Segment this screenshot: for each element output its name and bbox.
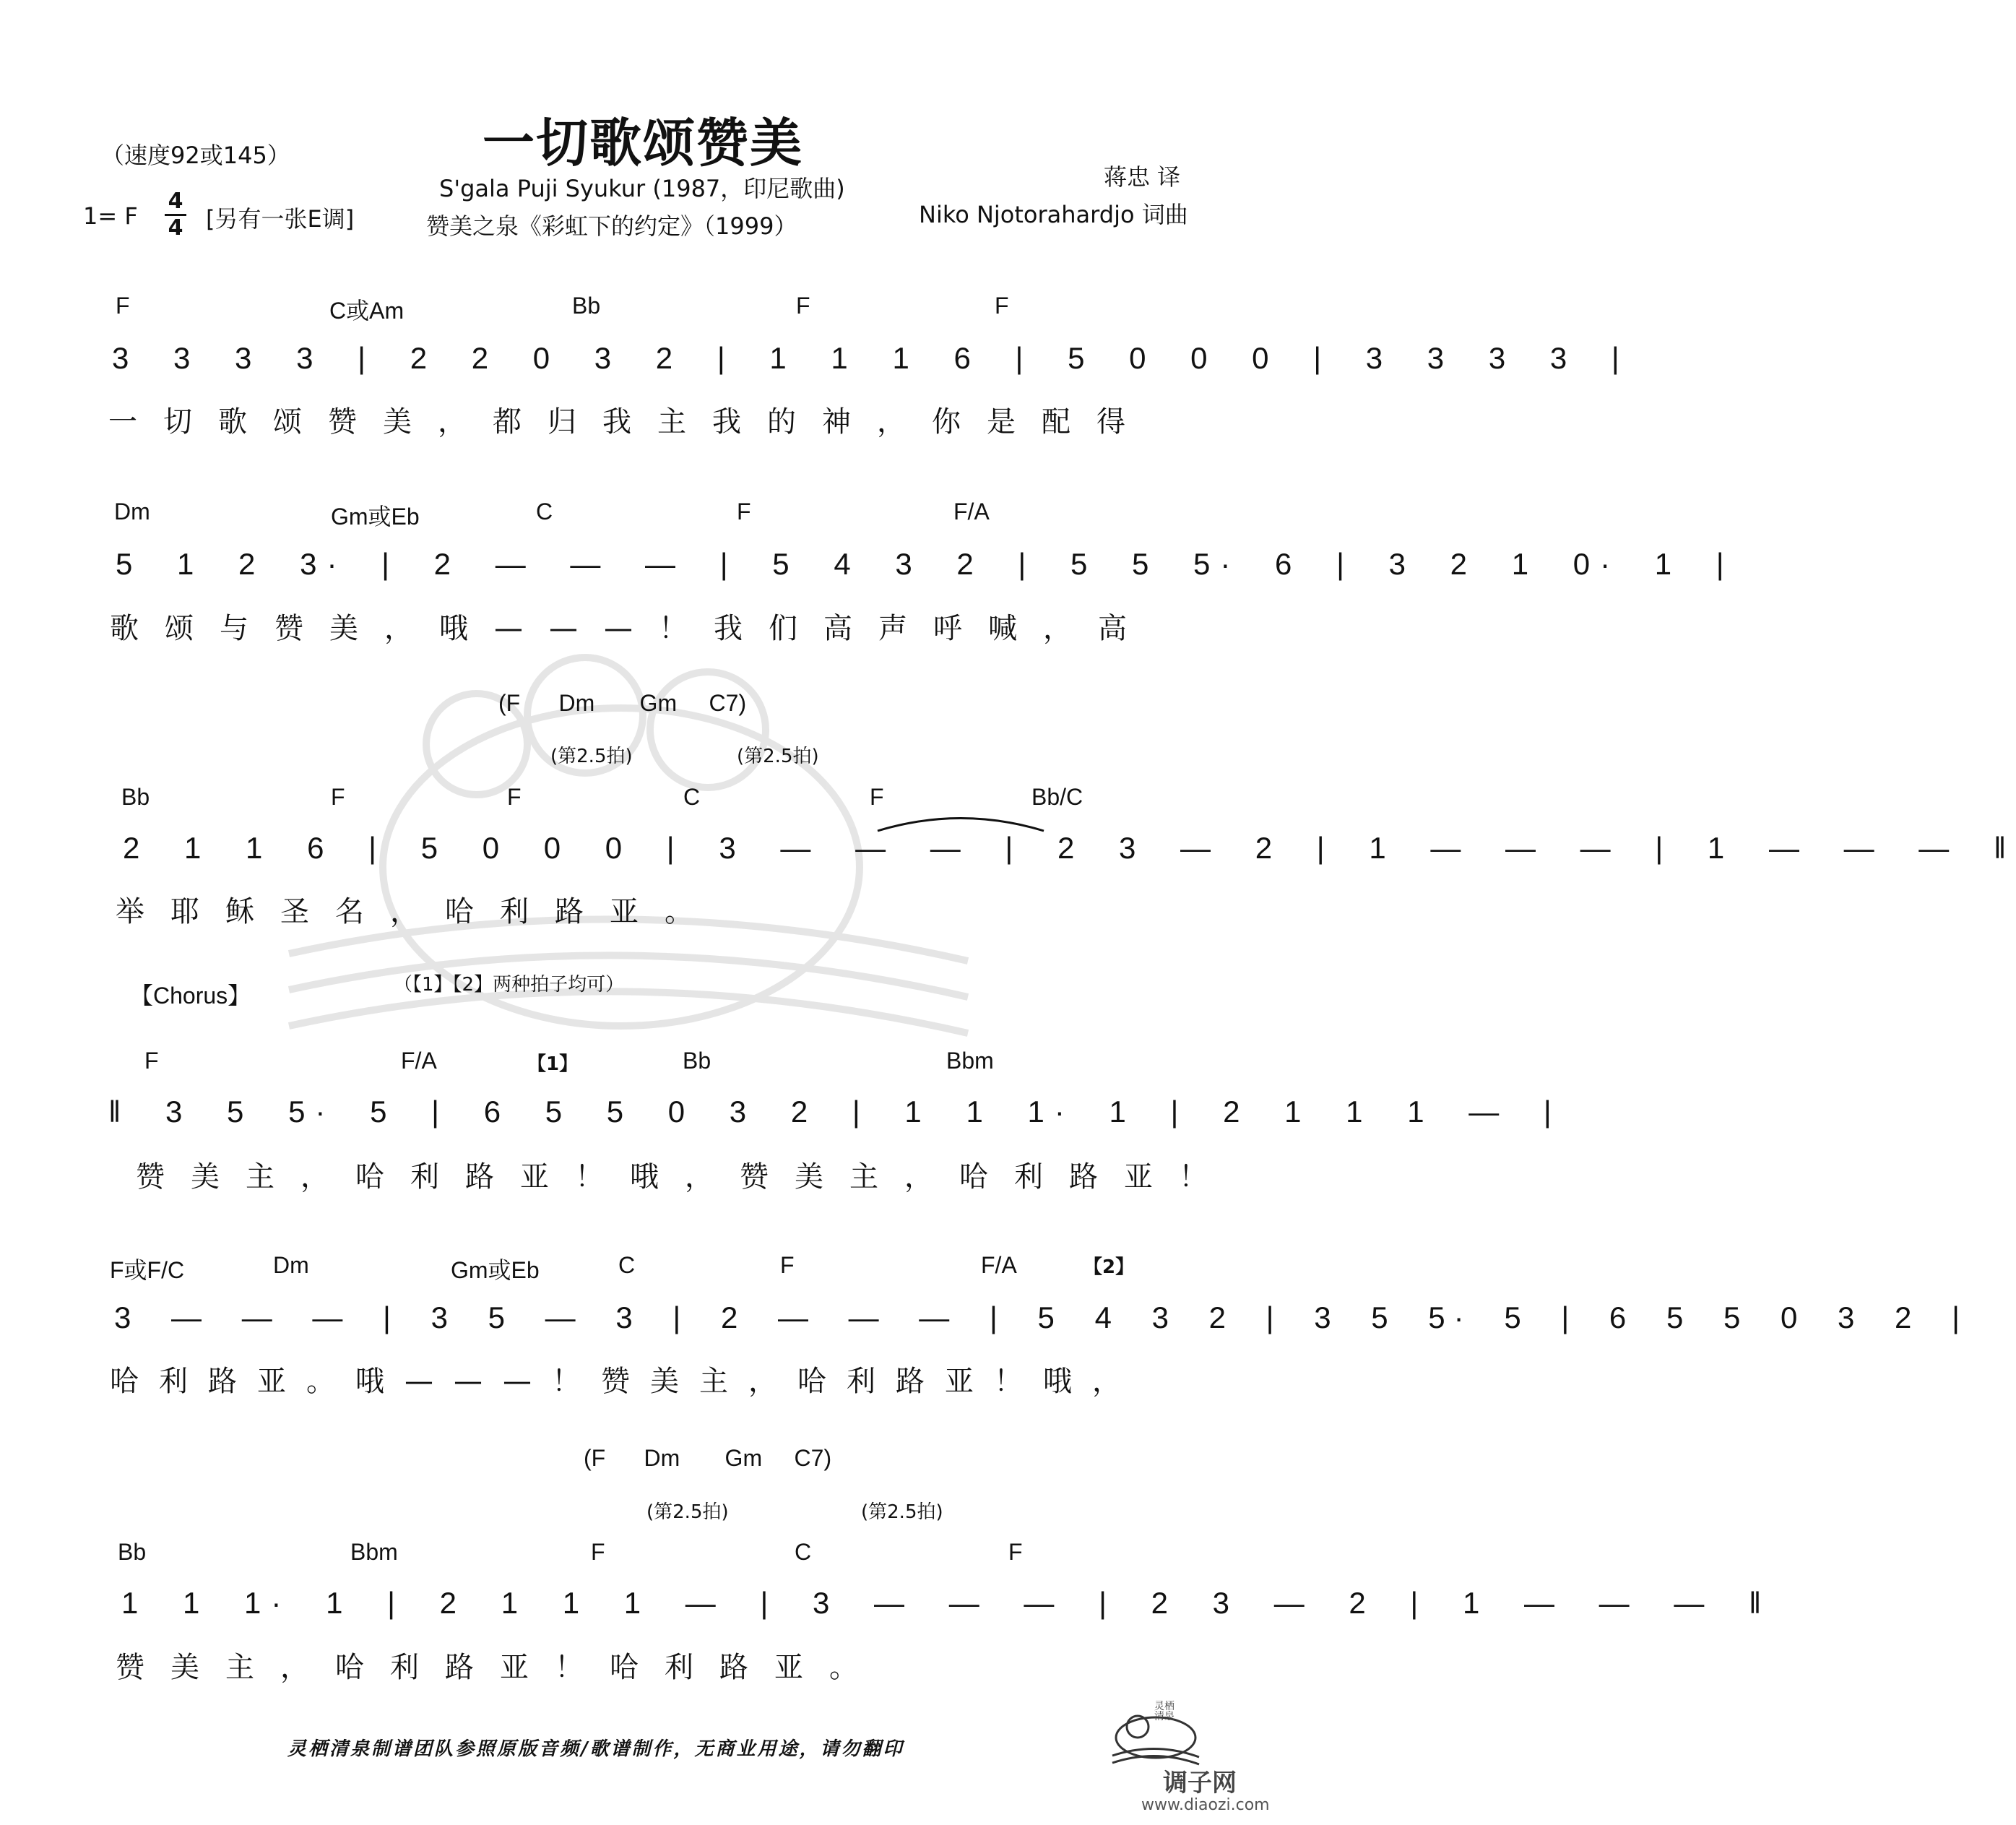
logo-icon [1098,1698,1206,1770]
chord: F或F/C [110,1257,185,1283]
chord: Dm [114,499,150,525]
chord: C [795,1539,812,1565]
chord: F/A [953,499,990,525]
composer: Niko Njotorahardjo 词曲 [919,201,1188,228]
chord: Bbm [946,1048,994,1074]
chord: F [870,784,884,810]
lyrics-row: 赞美主，哈利路亚！哦，赞美主，哈利路亚！ [136,1160,1234,1194]
chord: F [995,293,1009,319]
chord: Bb [118,1539,147,1565]
lyrics-row: 赞美主，哈利路亚！哈利路亚。 [116,1651,884,1684]
lyrics-row: 歌颂与赞美，哦———！我们高声呼喊，高 [110,612,1153,645]
chord: F/A [981,1252,1017,1278]
chord: Bb [121,784,150,810]
key-signature: 1= F [83,202,138,230]
alt-chords: (F Dm Gm C7) [584,1445,832,1471]
section-label: 【Chorus】 [130,983,251,1009]
slur [874,806,1047,834]
lyrics-row: 举耶稣圣名，哈利路亚。 [116,895,719,928]
beat-option-note: （【1】【2】两种拍子均可） [394,974,625,996]
site-url: www.diaozi.com [1141,1796,1270,1814]
chord: Gm或Eb [451,1257,540,1283]
watermark-icon [246,650,1004,1098]
beat-note: (第2.5拍) [737,746,819,767]
subtitle-album: 赞美之泉《彩虹下的约定》（1999） [426,212,797,240]
lyrics-row: 哈利路亚。哦———！赞美主，哈利路亚！哦， [110,1365,1141,1398]
subtitle-original: S'gala Puji Syukur (1987，印尼歌曲) [439,175,845,202]
chord: F [144,1048,159,1074]
chord: Bbm [350,1539,398,1565]
chord: C [536,499,553,525]
site-name: 调子网 [1163,1769,1237,1798]
logo-text: 灵栖清泉 [1154,1701,1174,1722]
translator: 蒋忠 译 [1104,163,1181,191]
beat-note: (第2.5拍) [861,1501,943,1523]
alt-key-note: [另有一张E调] [206,205,355,233]
chord: C [618,1252,636,1278]
chord: Bb/C [1031,784,1083,810]
chord: F [1008,1539,1023,1565]
time-signature-top: 4 [168,189,183,214]
chord: Bb [683,1048,711,1074]
tempo: （速度92或145） [101,142,290,169]
chord: F [591,1539,605,1565]
chord: F [507,784,522,810]
ending-marker: 【2】 [1083,1256,1135,1278]
chord: F [737,499,751,525]
chord: C或Am [329,298,405,324]
chord: F [116,293,130,319]
time-signature-bottom: 4 [168,215,183,241]
notation-row: 2 1 1 6 | 5 0 0 0 | 3 — — — | 2 3 — 2 | 1 — — — | 1 — — — ‖ [123,831,2016,865]
chord: F [331,784,345,810]
chord: Gm或Eb [331,504,420,530]
beat-note: (第2.5拍) [646,1501,729,1523]
notation-row: 5 1 2 3· | 2 — — — | 5 4 3 2 | 5 5 5· 6 | 3 2 1 0· 1 | [116,547,1734,581]
time-signature [165,189,186,241]
notation-row: ‖ 3 5 5· 5 | 6 5 5 0 3 2 | 1 1 1· 1 | 2 1 1 1 — | [108,1095,1562,1129]
chord: F/A [401,1048,437,1074]
footer-credit: 灵栖清泉制谱团队参照原版音频/歌谱制作，无商业用途，请勿翻印 [287,1738,904,1760]
chord: C [683,784,701,810]
ending-marker: 【1】 [527,1053,579,1075]
page-title: 一切歌颂赞美 [483,113,804,173]
beat-note: (第2.5拍) [550,746,633,767]
chord: F [780,1252,795,1278]
notation-row: 1 1 1· 1 | 2 1 1 1 — | 3 — — — | 2 3 — 2 | 1 — — — ‖ [121,1586,1772,1620]
lyrics-row: 一切歌颂赞美，都归我主我的神，你是配得 [108,405,1151,439]
notation-row: 3 3 3 3 | 2 2 0 3 2 | 1 1 1 6 | 5 0 0 0 | 3 3 3 3 | [112,341,1630,375]
alt-chords: (F Dm Gm C7) [498,690,747,716]
chord: Bb [572,293,601,319]
notation-row: 3 — — — | 3 5 — 3 | 2 — — — | 5 4 3 2 | 3 5 5· 5 | 6 5 5 0 3 2 | [114,1300,1968,1334]
chord: Dm [273,1252,309,1278]
chord: F [796,293,810,319]
